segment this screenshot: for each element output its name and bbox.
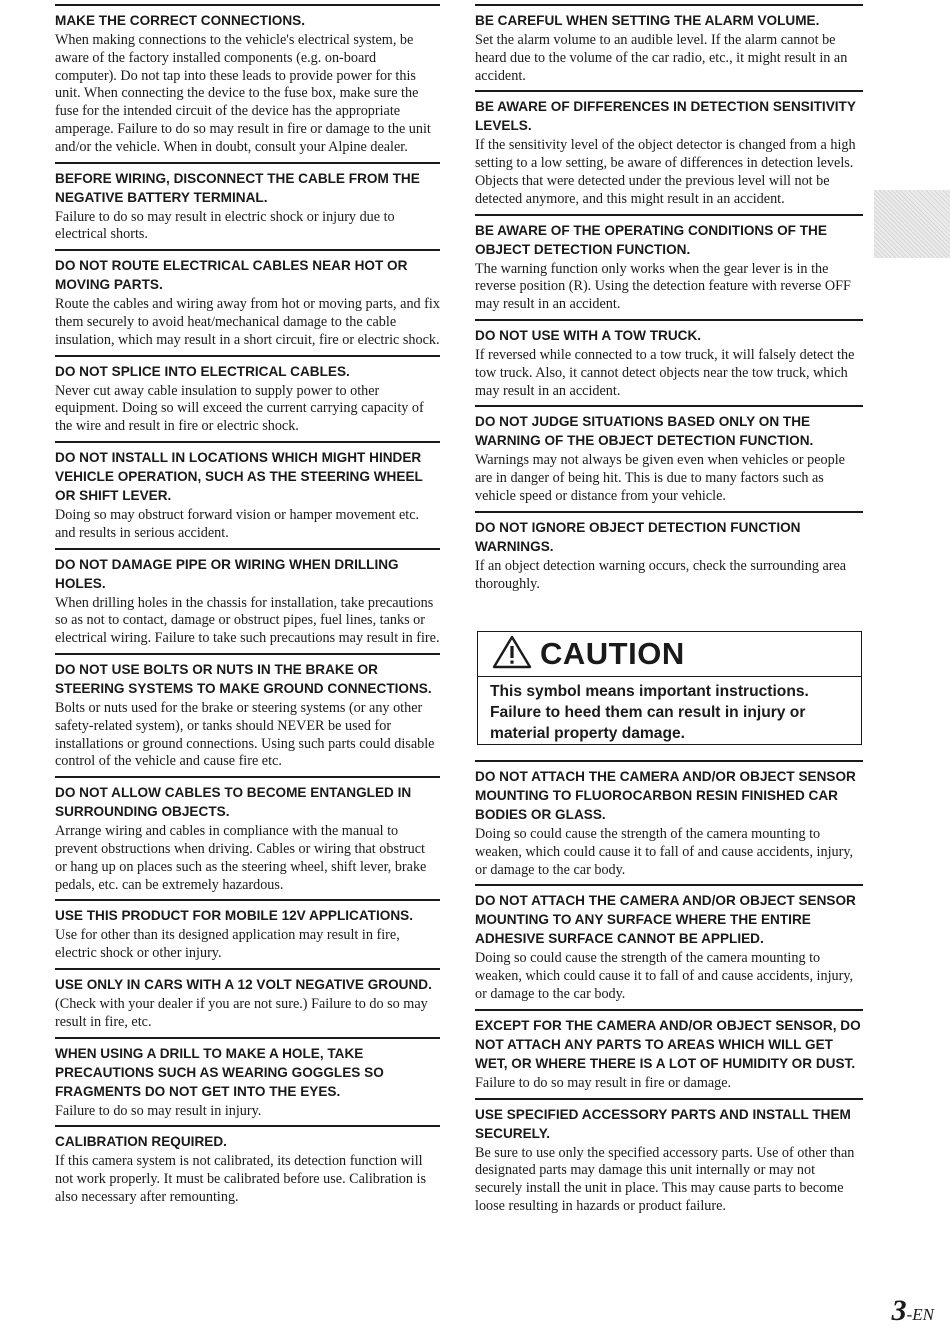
warning-section xyxy=(55,548,440,648)
section-body: Failure to do so may result in electric shock or injury due to electrical shorts. xyxy=(55,208,395,243)
section-title: DO NOT USE WITH A TOW TRUCK. xyxy=(475,327,702,343)
page-number-suffix: -EN xyxy=(906,1305,934,1324)
section-body: Doing so may obstruct forward vision or hamper movement etc. and results in serious accident. xyxy=(55,506,420,541)
caution-header xyxy=(478,632,861,677)
section-title: BEFORE WIRING, DISCONNECT THE CABLE FROM THE NEGATIVE BATTERY TERMINAL. xyxy=(55,170,420,205)
section-body: If this camera system is not calibrated, its detection function will not work properly. It must be calibrated before use. Calibration is also necessary after remounting. xyxy=(55,1153,427,1205)
section-body: Use for other than its designed application may result in fire, electric shock or other injury. xyxy=(55,927,400,962)
section-body: If reversed while connected to a tow truck, it will falsely detect the tow truck. Also, it cannot detect objects near the tow truck, which may result in an accident. xyxy=(475,346,855,399)
section-body: If the sensitivity level of the object detector is changed from a high setting to a low setting, be aware of differences in detection levels. Objects that were detected under the previous level will not be detected anymore, and this might result in an accident. xyxy=(475,137,856,207)
section-body: (Check with your dealer if you are not sure.) Failure to do so may result in fire, etc. xyxy=(55,995,428,1030)
section-title: DO NOT IGNORE OBJECT DETECTION FUNCTION WARNINGS. xyxy=(475,519,801,554)
warning-section xyxy=(475,4,863,85)
warning-section xyxy=(475,405,863,505)
warning-section xyxy=(55,1125,440,1206)
section-title: USE THIS PRODUCT FOR MOBILE 12V APPLICATIONS. xyxy=(55,908,413,924)
section-title: WHEN USING A DRILL TO MAKE A HOLE, TAKE PRECAUTIONS SUCH AS WEARING GOGGLES SO FRAGMENTS DO NOT GET INTO THE EYES. xyxy=(55,1045,384,1099)
right-column-bottom xyxy=(475,760,863,1221)
section-title: DO NOT ALLOW CABLES TO BECOME ENTANGLED IN SURROUNDING OBJECTS. xyxy=(55,785,412,820)
warning-section xyxy=(55,249,440,349)
left-column xyxy=(55,4,440,1212)
section-title: DO NOT ROUTE ELECTRICAL CABLES NEAR HOT OR MOVING PARTS. xyxy=(55,258,408,293)
warning-section xyxy=(55,899,440,963)
section-title: BE CAREFUL WHEN SETTING THE ALARM VOLUME. xyxy=(475,13,820,28)
section-body: Doing so could cause the strength of the camera mounting to weaken, which could cause it to fall of and cause accidents, injury, or damage to the car body. xyxy=(475,950,854,1002)
section-title: BE AWARE OF THE OPERATING CONDITIONS OF THE OBJECT DETECTION FUNCTION. xyxy=(475,222,827,257)
warning-section xyxy=(55,776,440,894)
section-title: USE ONLY IN CARS WITH A 12 VOLT NEGATIVE GROUND. xyxy=(55,976,432,992)
side-tab-marker xyxy=(874,190,950,258)
warning-section xyxy=(475,1009,863,1093)
caution-heading: CAUTION xyxy=(540,636,685,671)
section-title: DO NOT JUDGE SITUATIONS BASED ONLY ON THE WARNING OF THE OBJECT DETECTION FUNCTION. xyxy=(475,414,814,449)
warning-section xyxy=(475,214,863,314)
warning-section xyxy=(55,1037,440,1121)
warning-section xyxy=(55,162,440,245)
section-body: Warnings may not always be given even when vehicles or people are in danger of being hit. This is due to many factors such as vehicle speed or distance from your vehicle. xyxy=(475,452,845,504)
warning-section xyxy=(475,1098,863,1216)
warning-triangle-icon xyxy=(492,635,532,674)
section-body: Failure to do so may result in fire or damage. xyxy=(475,1074,732,1091)
section-body: Arrange wiring and cables in compliance with the manual to prevent obstructions when driving. Cables or wiring that obstruct or hang up on places such as the steering wheel, shift lever, brake pedals, etc. can be extremely hazardous. xyxy=(55,823,427,893)
section-title: MAKE THE CORRECT CONNECTIONS. xyxy=(55,13,305,28)
section-body: When making connections to the vehicle's electrical system, be aware of the factory installed components (e.g. on-board computer). Do not tap into these leads to provide power for this unit. When connecting the device to the fuse box, make sure the fuse for the intended circuit of the device has the appropriate amperage. Failure to do so may result in fire or damage to the unit and/or the vehicle. When in doubt, consult your Alpine dealer. xyxy=(55,32,431,155)
section-body: Route the cables and wiring away from hot or moving parts, and fix them securely to avoid heat/mechanical damage to the cable insulation, which may result in a short circuit, fire or electric shock. xyxy=(55,296,440,348)
section-body: Doing so could cause the strength of the camera mounting to weaken, which could cause it to fall of and cause accidents, injury, or damage to the car body. xyxy=(475,826,854,878)
page-number xyxy=(892,1294,934,1328)
section-body: Bolts or nuts used for the brake or steering systems (or any other safety-related system), or tanks should NEVER be used for installations or ground connections. Using such parts could disable control of the vehicle and cause fire etc. xyxy=(55,699,435,770)
warning-section xyxy=(475,90,863,208)
warning-section xyxy=(475,760,863,879)
section-title: DO NOT DAMAGE PIPE OR WIRING WHEN DRILLING HOLES. xyxy=(55,556,399,591)
section-body: Failure to do so may result in injury. xyxy=(55,1102,262,1119)
section-body: Never cut away cable insulation to supply power to other equipment. Doing so will exceed the current carrying capacity of the wire and result in fire or electric shock. xyxy=(55,382,424,435)
page-number-value: 3 xyxy=(891,1294,907,1327)
warning-section xyxy=(55,968,440,1032)
section-title: DO NOT ATTACH THE CAMERA AND/OR OBJECT SENSOR MOUNTING TO FLUOROCARBON RESIN FINISHED CAR BODIES OR GLASS. xyxy=(475,769,856,822)
warning-section xyxy=(55,653,440,771)
section-body: The warning function only works when the gear lever is in the reverse position (R). Using the detection feature with reverse OFF may result in an accident. xyxy=(475,260,851,313)
caution-text: This symbol means important instructions. Failure to heed them can result in injury or material property damage. xyxy=(490,683,809,742)
section-title: EXCEPT FOR THE CAMERA AND/OR OBJECT SENSOR, DO NOT ATTACH ANY PARTS TO AREAS WHICH WILL GET WET, OR WHERE THERE IS A LOT OF HUMIDITY OR DUST. xyxy=(475,1017,861,1071)
section-body: When drilling holes in the chassis for installation, take precautions so as not to contact, damage or obstruct pipes, fuel lines, tanks or electrical wiring. Failure to take such precautions may result in fire. xyxy=(55,594,440,647)
warning-section xyxy=(475,319,863,400)
warning-section xyxy=(55,441,440,543)
section-body: Set the alarm volume to an audible level. If the alarm cannot be heard due to the volume of the car radio, etc., it might result in an accident. xyxy=(475,32,848,84)
section-body: Be sure to use only the specified accessory parts. Use of other than designated parts may damage this unit internally or may not securely install the unit in place. This may cause parts to become loose resulting in hazards or product failure. xyxy=(475,1144,855,1214)
section-title: DO NOT SPLICE INTO ELECTRICAL CABLES. xyxy=(55,363,350,379)
section-body: If an object detection warning occurs, check the surrounding area thoroughly. xyxy=(475,557,847,592)
caution-box xyxy=(477,631,862,745)
section-title: CALIBRATION REQUIRED. xyxy=(55,1134,227,1150)
warning-section xyxy=(475,511,863,594)
section-title: DO NOT ATTACH THE CAMERA AND/OR OBJECT SENSOR MOUNTING TO ANY SURFACE WHERE THE ENTIRE ADHESIVE SURFACE CANNOT BE APPLIED. xyxy=(475,893,856,947)
right-column-top xyxy=(475,4,863,598)
warning-section xyxy=(55,4,440,157)
warning-section xyxy=(475,884,863,1003)
warning-section xyxy=(55,355,440,436)
section-title: BE AWARE OF DIFFERENCES IN DETECTION SENSITIVITY LEVELS. xyxy=(475,99,856,134)
section-title: DO NOT INSTALL IN LOCATIONS WHICH MIGHT HINDER VEHICLE OPERATION, SUCH AS THE STEERING WHEEL OR SHIFT LEVER. xyxy=(55,449,423,503)
section-title: USE SPECIFIED ACCESSORY PARTS AND INSTALL THEM SECURELY. xyxy=(475,1106,851,1141)
section-title: DO NOT USE BOLTS OR NUTS IN THE BRAKE OR STEERING SYSTEMS TO MAKE GROUND CONNECTIONS. xyxy=(55,661,432,696)
